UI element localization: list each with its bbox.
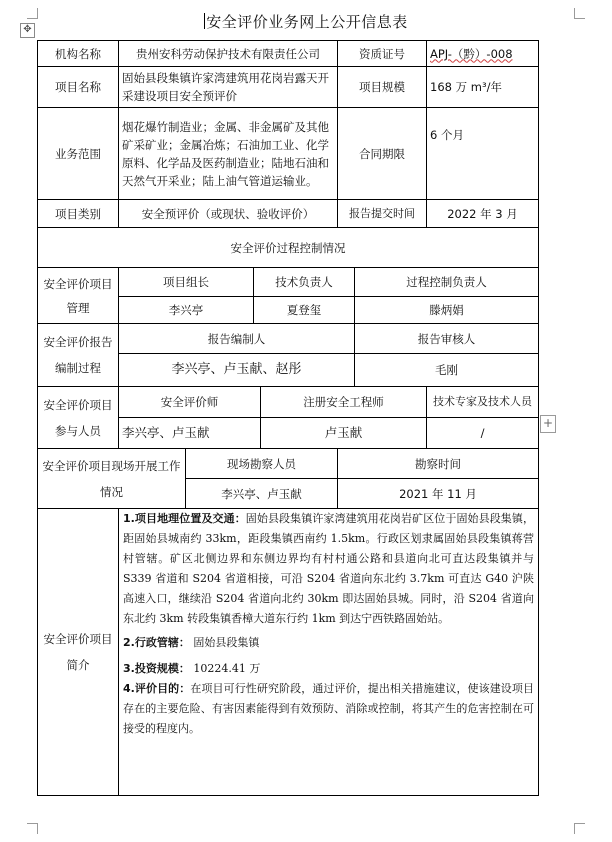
org-row (38, 41, 539, 67)
page-corner-mark-bottom-right (574, 823, 585, 834)
process-control-role: 过程控制负责人 (355, 268, 539, 297)
business-scope-value[interactable]: 烟花爆竹制造业；金属、非金属矿及其他矿采矿业；金属冶炼；石油加工业、化学原料、化学品及医药制造业；陆地石油和天然气开采业；陆上油气管道运输业。 (119, 108, 338, 200)
intro-purpose-text: 在项目可行性研究阶段，通过评价，提出相关措施建议，使该建设项目存在的主要危险、有害因素能得到有效预防、消除或控制，将其产生的危害控制在可接受的程度内。 (123, 682, 534, 735)
intro-invest-heading: 3.投资规模： (123, 662, 190, 675)
project-category-value[interactable]: 安全预评价（或现状、验收评价） (119, 200, 338, 228)
cert-label: 资质证号 (338, 41, 427, 67)
safety-engineer-name[interactable]: 卢玉献 (261, 418, 427, 449)
document-title (0, 11, 612, 32)
business-scope-label: 业务范围 (38, 108, 119, 200)
intro-content[interactable] (119, 509, 539, 796)
document-title-text: 安全评价业务网上公开信息表 (206, 13, 408, 31)
team-leader-role: 项目组长 (119, 268, 254, 297)
report-author-role: 报告编制人 (119, 324, 355, 354)
team-leader-name[interactable]: 李兴亭 (119, 297, 254, 324)
management-roles-row (38, 268, 539, 297)
safety-assessor-role: 安全评价师 (119, 387, 261, 418)
move-cross-icon[interactable]: ✥ (20, 23, 35, 38)
intro-location-text: 固始县段集镇许家湾建筑用花岗岩矿区位于固始县段集镇，距固始县城南约 33km，距段集镇西南约 1.5km。行政区划隶属固始县段集镇蒋营村管辖。矿区北侧边界和东侧边界均有村村通公路和县道向北可直达段集镇并与 S339 省道和 S204 省道相接，可沿 S204 省道向东北约 3.7km 可直达 G40 沪陕高速入口，继续沿 S204 省道向北约 30km 即达固始县城。同时，沿 S204 省道向东北约 3km 转段集镇香樟大道东行约 1km 到达宁西铁路固始站。 (123, 512, 534, 625)
process-section-header: 安全评价过程控制情况 (38, 228, 539, 268)
cert-value[interactable] (427, 41, 539, 67)
project-category-label: 项目类别 (38, 200, 119, 228)
plus-icon[interactable]: + (540, 415, 556, 433)
project-scale-value[interactable]: 168 万 m³/年 (427, 67, 539, 108)
project-name-value[interactable]: 固始县段集镇许家湾建筑用花岗岩露天开采建设项目安全预评价 (119, 67, 338, 108)
page-corner-mark-bottom-left (27, 823, 38, 834)
intro-admin-heading: 2.行政管辖： (123, 636, 190, 649)
info-table (37, 40, 539, 796)
intro-row (38, 509, 539, 796)
intro-purpose-heading: 4.评价目的： (123, 682, 191, 695)
site-survey-role: 现场勘察人员 (186, 449, 338, 479)
business-row (38, 108, 539, 200)
org-value[interactable]: 贵州安科劳动保护技术有限责任公司 (119, 41, 338, 67)
site-roles-row (38, 449, 539, 479)
report-roles-row (38, 324, 539, 354)
safety-assessor-names[interactable]: 李兴亭、卢玉献 (119, 418, 261, 449)
process-control-name[interactable]: 滕炳娟 (355, 297, 539, 324)
intro-location-heading: 1.项目地理位置及交通： (123, 512, 246, 525)
contract-period-value[interactable]: 6 个月 (427, 108, 539, 200)
site-work-label: 安全评价项目现场开展工作情况 (38, 449, 186, 509)
intro-para-admin (123, 633, 534, 653)
safety-engineer-role: 注册安全工程师 (261, 387, 427, 418)
project-row (38, 67, 539, 108)
report-reviewer-name[interactable]: 毛刚 (355, 354, 539, 387)
intro-para-invest (123, 659, 534, 679)
contract-period-label: 合同期限 (338, 108, 427, 200)
participants-roles-row (38, 387, 539, 418)
report-submit-label: 报告提交时间 (338, 200, 427, 228)
process-header-row (38, 228, 539, 268)
tech-lead-role: 技术负责人 (254, 268, 355, 297)
report-reviewer-role: 报告审核人 (355, 324, 539, 354)
category-row (38, 200, 539, 228)
site-survey-names[interactable]: 李兴亭、卢玉献 (186, 479, 338, 509)
intro-para-purpose (123, 679, 534, 739)
report-submit-value[interactable]: 2022 年 3 月 (427, 200, 539, 228)
cert-value-text: APJ-（黔）-008 (430, 46, 513, 61)
project-scale-label: 项目规模 (338, 67, 427, 108)
management-label: 安全评价项目管理 (38, 268, 119, 324)
survey-time-value[interactable]: 2021 年 11 月 (338, 479, 539, 509)
report-author-names[interactable]: 李兴亭、卢玉献、赵彤 (119, 354, 355, 387)
report-prep-label: 安全评价报告编制过程 (38, 324, 119, 387)
project-name-label: 项目名称 (38, 67, 119, 108)
intro-para-location (123, 509, 534, 629)
intro-invest-text: 10224.41 万 (193, 662, 261, 675)
participants-label: 安全评价项目参与人员 (38, 387, 119, 449)
tech-experts-role: 技术专家及技术人员 (427, 387, 539, 418)
org-label: 机构名称 (38, 41, 119, 67)
tech-experts-names[interactable]: / (427, 418, 539, 449)
intro-label: 安全评价项目简介 (38, 509, 119, 796)
tech-lead-name[interactable]: 夏登玺 (254, 297, 355, 324)
survey-time-role: 勘察时间 (338, 449, 539, 479)
intro-admin-text: 固始县段集镇 (193, 636, 260, 649)
